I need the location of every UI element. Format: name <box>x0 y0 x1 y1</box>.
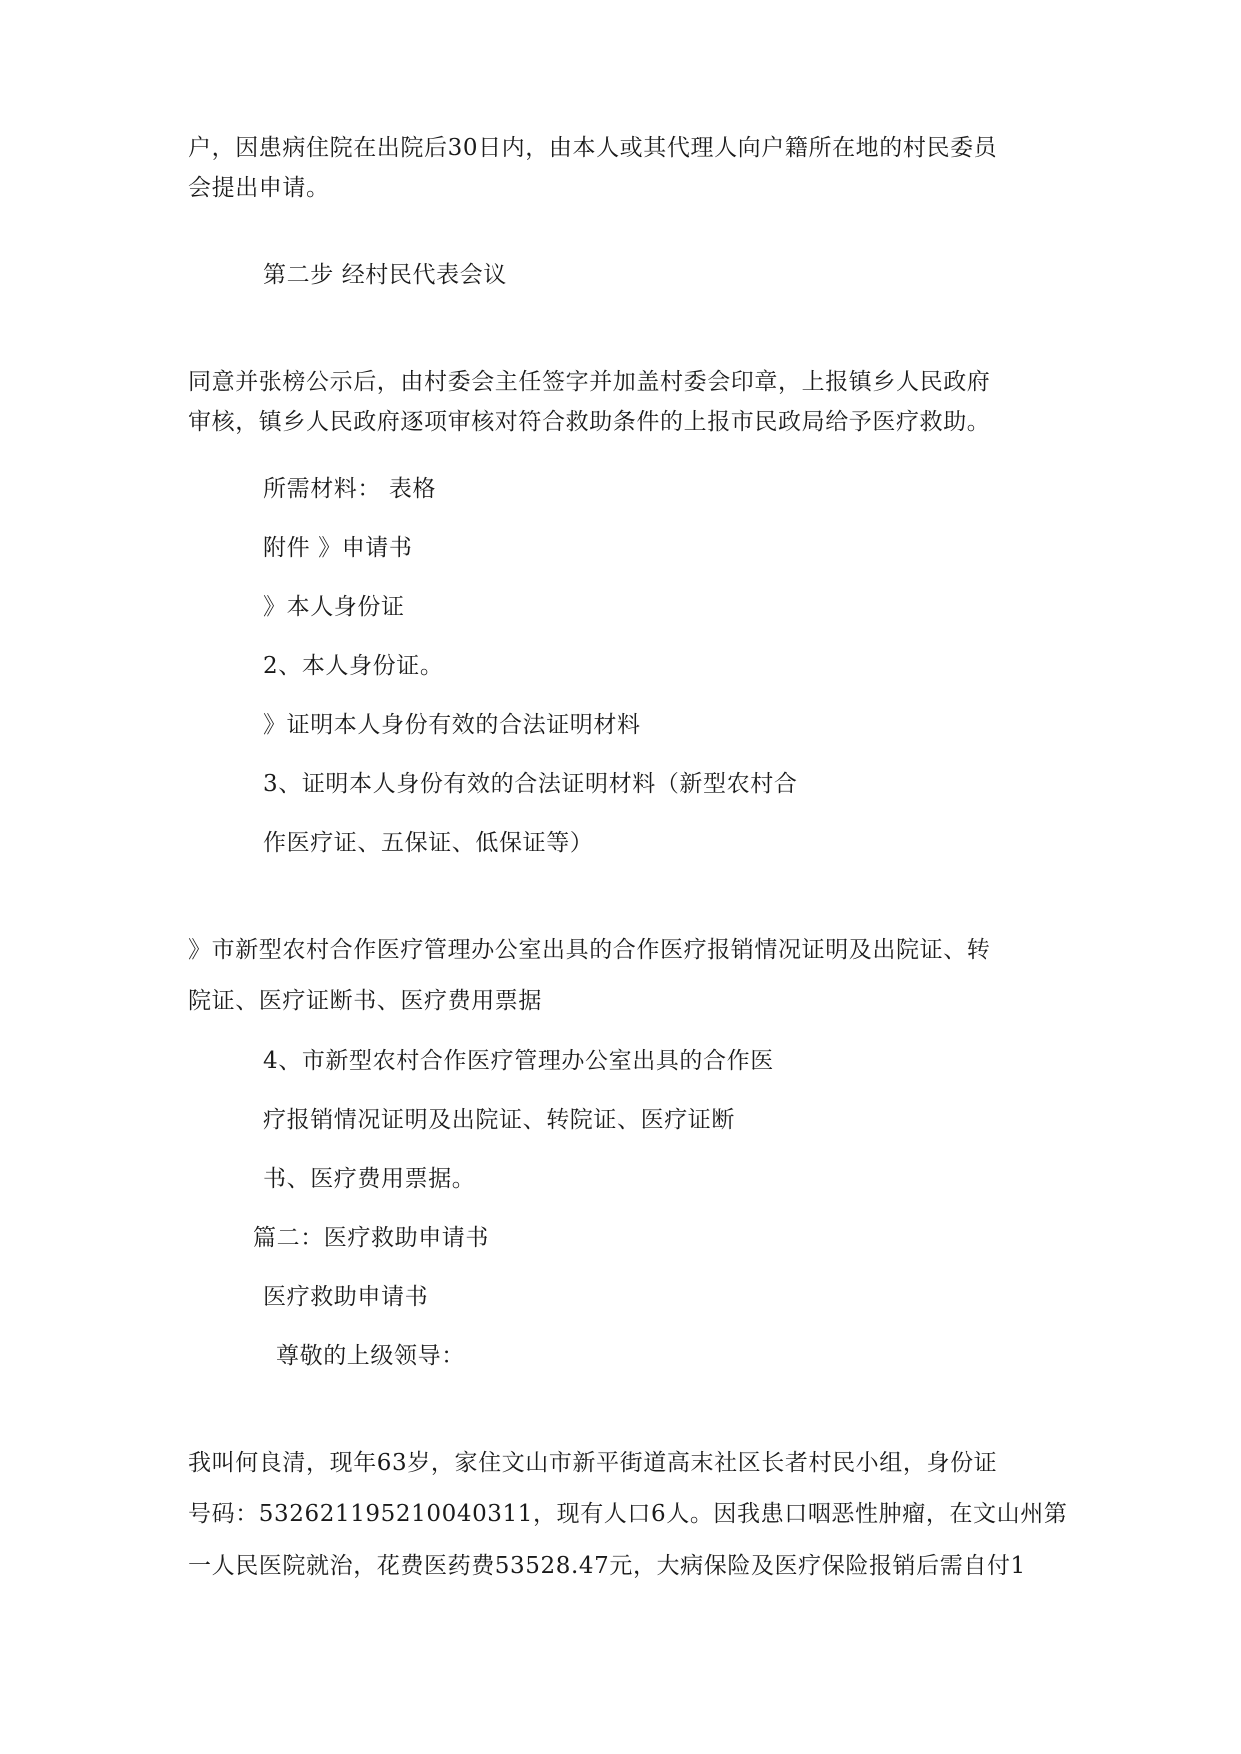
list-item: 作医疗证、五保证、低保证等） <box>263 830 594 856</box>
step-heading: 第二步 经村民代表会议 <box>263 262 507 288</box>
paragraph-line: 院证、医疗证断书、医疗费用票据 <box>188 988 542 1014</box>
section-heading: 篇二：医疗救助申请书 <box>253 1225 489 1251</box>
list-item: 2、本人身份证。 <box>263 653 444 679</box>
list-item: 3、证明本人身份有效的合法证明材料（新型农村合 <box>263 771 798 797</box>
list-item: 》证明本人身份有效的合法证明材料 <box>263 712 641 738</box>
paragraph-line: 号码：532621195210040311，现有人口6人。因我患口咽恶性肿瘤，在文山州第 <box>188 1501 1068 1527</box>
salutation: 尊敬的上级领导： <box>276 1343 465 1369</box>
paragraph-line: 一人民医院就治，花费医药费53528.47元，大病保险及医疗保险报销后需自付1 <box>188 1553 1026 1579</box>
list-item: 疗报销情况证明及出院证、转院证、医疗证断 <box>263 1107 735 1133</box>
list-item: 附件 》申请书 <box>263 535 413 561</box>
paragraph-line: 我叫何良清，现年63岁，家住文山市新平街道高末社区长者村民小组，身份证 <box>188 1450 998 1476</box>
list-item: 》本人身份证 <box>263 594 405 620</box>
letter-title: 医疗救助申请书 <box>263 1284 429 1310</box>
paragraph-line: 会提出申请。 <box>188 175 330 201</box>
paragraph-line: 同意并张榜公示后，由村委会主任签字并加盖村委会印章，上报镇乡人民政府 <box>188 369 991 395</box>
list-item: 书、医疗费用票据。 <box>263 1166 476 1192</box>
paragraph-line: 》市新型农村合作医疗管理办公室出具的合作医疗报销情况证明及出院证、转 <box>188 937 991 963</box>
list-item: 所需材料： 表格 <box>263 476 437 502</box>
paragraph-line: 审核，镇乡人民政府逐项审核对符合救助条件的上报市民政局给予医疗救助。 <box>188 409 991 435</box>
paragraph-line: 户，因患病住院在出院后30日内，由本人或其代理人向户籍所在地的村民委员 <box>188 135 998 161</box>
list-item: 4、市新型农村合作医疗管理办公室出具的合作医 <box>263 1048 774 1074</box>
